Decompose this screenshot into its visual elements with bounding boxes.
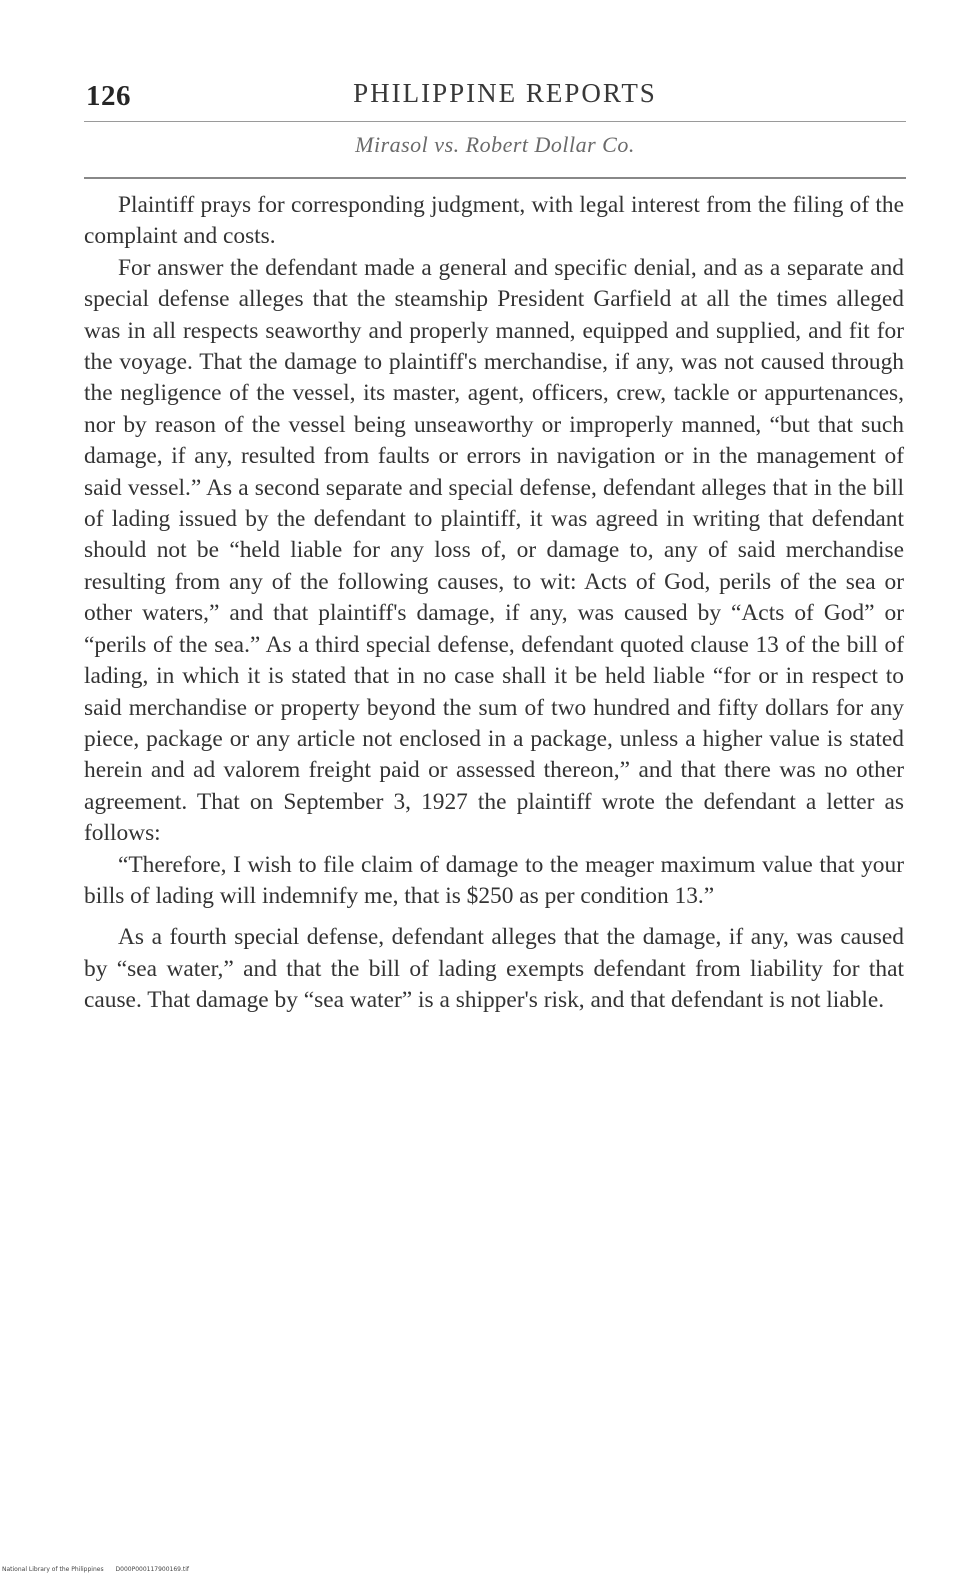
body-text <box>84 190 904 1017</box>
footer-library: National Library of the Philippines <box>2 1566 104 1573</box>
paragraph-prayer: Plaintiff prays for corresponding judgment, with legal interest from the filing of the complaint and costs. <box>84 192 904 250</box>
case-title-rule <box>84 177 906 179</box>
footer-code: D000P000117900169.tif <box>115 1566 190 1573</box>
running-head: PHILIPPINE REPORTS <box>353 78 657 108</box>
paragraph-letter-quote: “Therefore, I wish to file claim of damage to the meager maximum value that your bills of lading will indemnify me, that is $250 as per condition 13.” <box>84 851 904 909</box>
case-title: Mirasol vs. Robert Dollar Co. <box>355 132 635 157</box>
paragraph-defenses: For answer the defendant made a general and specific denial, and as a separate and special defense alleges that the steamship President Garfield at all the times alleged was in all respects seaworthy and properly manned, equipped and supplied, and fit for the voyage. That the damage to plaintiff's merchandise, if any, was not caused through the negligence of the vessel, its master, agent, officers, crew, tackle or appurtenances, nor by reason of the vessel being unseaworthy or improperly manned, “but that such damage, if any, resulted from faults or errors in navigation or in the management of said vessel.” As a second separate and special defense, defendant alleges that in the bill of lading issued by the defendant to plaintiff, it was agreed in writing that defendant should not be “held liable for any loss of, or damage to, any of said merchandise resulting from any of the following causes, to wit: Acts of God, perils of the sea or other waters,” and that plaintiff's damage, if any, was caused by “Acts of God” or “perils of the sea.” As a third special defense, defendant quoted clause 13 of the bill of lading, in which it is stated that in no case shall it be held liable “for or in respect to said merchandise or property beyond the sum of two hundred and fifty dollars for any piece, package or any article not enclosed in a package, unless a higher value is stated herein and ad valorem freight paid or assessed thereon,” and that there was no other agreement. That on September 3, 1927 the plaintiff wrote the defendant a letter as follows: <box>84 254 904 847</box>
page-header <box>84 76 906 116</box>
paragraph-fourth-defense: As a fourth special defense, defendant alleges that the damage, if any, was caused by “sea water,” and that the bill of lading exempts defendant from liability for that cause. That damage by “sea water” is a shipper's risk, and that defendant is not liable. <box>84 924 904 1014</box>
header-rule <box>84 121 906 122</box>
scan-footer <box>2 1566 189 1573</box>
page-number: 126 <box>86 80 131 112</box>
